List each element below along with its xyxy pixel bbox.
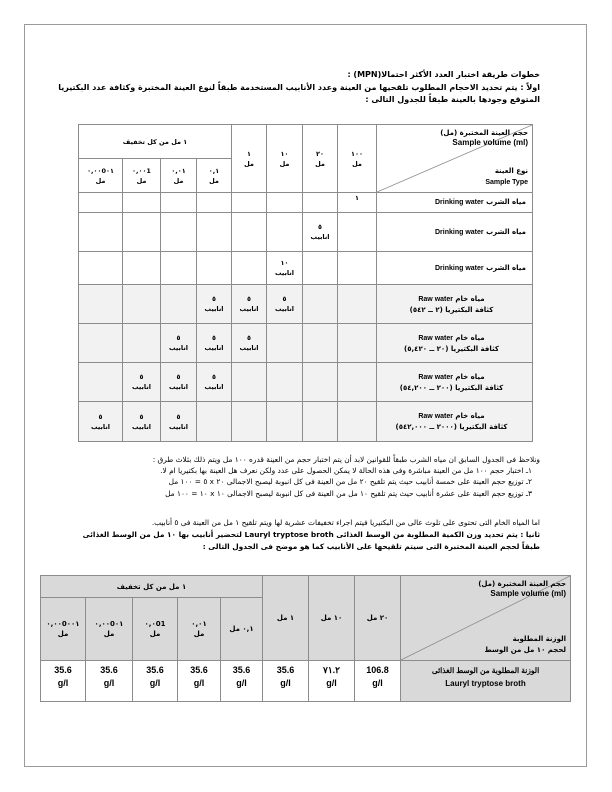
tube-cell (161, 193, 197, 213)
sample-type-cell: مياه الشرب Drinking water (377, 193, 533, 213)
tube-cell (79, 193, 123, 213)
tube-cell (267, 213, 303, 252)
tube-cell (303, 285, 338, 324)
table-row (79, 213, 533, 252)
t2-col-0-001ml: ٠,٠01 مل (133, 598, 178, 661)
tube-cell (232, 213, 267, 252)
tube-cell: ١ (338, 193, 377, 213)
sample-type-cell: مياه الشرب Drinking water (377, 213, 533, 252)
tube-cell (161, 252, 197, 285)
notes-item-1: ١ـ اختبار حجم ١٠٠ مل من العينة مباشرة وفى هذه الحالة لا يمكن الحصول على عدد ولكن نعرف هل العينة بها بكتيريا ام لا. (160, 466, 532, 475)
tube-cell (197, 193, 232, 213)
volume-label-en: Sample volume (ml) (452, 138, 528, 147)
col-header-1ml: ١ مل (232, 125, 267, 193)
tube-cell (303, 193, 338, 213)
tube-cell: ٥ انابيب (123, 363, 161, 402)
tube-cell: ٥ انابيب (79, 402, 123, 442)
tube-cell (123, 213, 161, 252)
weight-value-cell: 35.6 g/l (178, 661, 221, 702)
t2-col-1ml: ١ مل (263, 576, 309, 661)
tube-cell (161, 285, 197, 324)
tube-cell (338, 363, 377, 402)
tube-cell (303, 363, 338, 402)
tube-cell (79, 285, 123, 324)
tube-cell (338, 402, 377, 442)
weight-value-cell: 35.6 g/l (221, 661, 263, 702)
weight-label: الوزنة المطلوبة (512, 635, 566, 643)
section-title: خطوات طريقة اختبار العدد الأكثر احتمالا(MPN) : (347, 70, 540, 79)
tube-cell (232, 193, 267, 213)
tube-cell (338, 213, 377, 252)
notes-item-3: ٣ـ توزيع حجم العينة على عشرة أنابيب حيث يتم تلقيح ١٠ مل من العينة فى كل انبوبة ليصبح الاجمالى ١٠ x ١٠ = ١٠٠ مل (165, 489, 532, 498)
volume-label-en-2: Sample volume (ml) (490, 589, 566, 598)
volume-label-ar-2: حجم العينة المختبرة (مل) (478, 580, 566, 588)
type-label-ar: نوع العينة (494, 167, 528, 175)
notes-intro: ونلاحظ فى الجدول السابق ان مياه الشرب طبقاً للقوانين لابد أن يتم اختبار حجم من العينة قدره ١٠٠ مل ويتم ذلك بثلاث طرق : (152, 455, 540, 464)
tube-cell: ٥ انابيب (197, 285, 232, 324)
col-header-0-01ml: ٠,٠١ مل (161, 159, 197, 193)
step-two-line1: ثانيا : يتم تحديد وزن الكمية المطلوبة من الوسط الغذائى Lauryl tryptose broth لتحضير أنابيب بها ١٠ مل من الوسط الغذائى (82, 530, 540, 539)
tube-cell (197, 402, 232, 442)
t2-col-0-1ml: ٠,١ مل (221, 598, 263, 661)
sample-type-cell: مياه خام Raw water كثافة البكتيريا (٢٠ ــ ٥,٤٢٠) (377, 324, 533, 363)
t2-col-10ml: ١٠ مل (309, 576, 355, 661)
tube-cell (267, 324, 303, 363)
col-header-0-00001ml: ٠,٠٠0٠١ مل (79, 159, 123, 193)
type-label-en: Sample Type (485, 179, 528, 186)
medium-weight-table (40, 575, 571, 702)
tube-cell (303, 252, 338, 285)
tube-cell (79, 213, 123, 252)
tube-cell (338, 324, 377, 363)
sample-type-cell: مياه خام Raw water كثافة البكتيريا (٢ ــ ٥٤٢) (377, 285, 533, 324)
tube-cell (338, 285, 377, 324)
table-row (79, 324, 533, 363)
corner-header-2 (401, 576, 571, 661)
weight-value-cell: 35.6 g/l (41, 661, 86, 702)
weight-row (41, 661, 571, 702)
tube-cell (232, 402, 267, 442)
sample-volume-table (78, 124, 533, 442)
dilution-group-header-2: ١ مل من كل تخفيف (41, 576, 263, 598)
tube-cell: ٥ انابيب (303, 213, 338, 252)
tube-cell (232, 252, 267, 285)
tube-cell (123, 285, 161, 324)
step-one-line1: اولاً : يتم تحديد الاحجام المطلوب تلقحيها من العينة وعدد الأنابيب المستخدمة طبقاً لنوع العينة المختبرة وكثافة عدد البكتيريا (58, 83, 540, 92)
tube-cell: ١٠ انابيب (267, 252, 303, 285)
tube-cell (267, 363, 303, 402)
table-row (79, 363, 533, 402)
table-row (79, 285, 533, 324)
tube-cell (123, 193, 161, 213)
col-header-10ml: ١٠ مل (267, 125, 303, 193)
col-header-0-1ml: ٠,١ مل (197, 159, 232, 193)
volume-label-ar: حجم العينة المختبرة (مل) (440, 129, 528, 137)
table-row (79, 193, 533, 213)
tube-cell: ٥ انابيب (232, 324, 267, 363)
notes-item-2: ٢ـ توزيع حجم العينة على خمسة أنابيب حيث يتم تلقيح ٢٠ مل من العينة فى كل انبوبة ليصبح الاجمالى ٢٠ x ٥ = ١٠٠ مل (168, 477, 532, 486)
tube-cell (161, 213, 197, 252)
tube-cell: ٥ انابيب (161, 363, 197, 402)
table-row (79, 402, 533, 442)
col-header-0-001ml: ٠,٠٠1 مل (123, 159, 161, 193)
sample-type-cell: مياه خام Raw water كثافة البكتيريا (٢٠٠ ــ ٥٤,٢٠٠) (377, 363, 533, 402)
tube-cell (338, 252, 377, 285)
tube-cell (79, 252, 123, 285)
weight-value-cell: 35.6 g/l (86, 661, 133, 702)
tube-cell (123, 252, 161, 285)
tube-cell (267, 193, 303, 213)
weight-value-cell: ٧١.٢ g/l (309, 661, 355, 702)
weight-sub-label: لحجم ١٠ مل من الوسط (484, 646, 566, 654)
t2-col-0-000001ml: ٠,٠٠0٠٠١ مل (41, 598, 86, 661)
sample-type-cell: مياه الشرب Drinking water (377, 252, 533, 285)
tube-cell: ٥ انابيب (267, 285, 303, 324)
weight-value-cell: 35.6 g/l (133, 661, 178, 702)
weight-value-cell: 35.6 g/l (263, 661, 309, 702)
tube-cell: ٥ انابيب (161, 324, 197, 363)
tube-cell (79, 324, 123, 363)
step-one-line2: المتوقع وجودها بالعينة طبقاً للجدول التالى : (365, 95, 540, 104)
medium-label-cell: الوزنة المطلوبة من الوسط الغذائى Lauryl tryptose broth (401, 661, 571, 702)
dilution-group-header: ١ مل من كل تخفيف (79, 125, 232, 159)
tube-cell (303, 402, 338, 442)
tube-cell: ٥ انابيب (197, 324, 232, 363)
step-two-line2: طبقاً لحجم العينة المختبرة التى سيتم تلقيحها على الأنابيب كما هو موضح فى الجدول التالى : (202, 542, 540, 551)
t2-col-0-01ml: ٠,٠١ مل (178, 598, 221, 661)
tube-cell (303, 324, 338, 363)
raw-water-note: اما المياه الخام التى تحتوى على تلوث عالى من البكتيريا فيتم اجراء تخفيفات عشرية لها ويتم تلقيح ١ مل من العينة فى ٥ أنابيب. (151, 518, 540, 527)
tube-cell (197, 252, 232, 285)
col-header-20ml: ٢٠ مل (303, 125, 338, 193)
tube-cell (232, 363, 267, 402)
tube-cell: ٥ انابيب (161, 402, 197, 442)
tube-cell: ٥ انابيب (123, 402, 161, 442)
tube-cell (197, 213, 232, 252)
tube-cell (79, 363, 123, 402)
weight-value-cell: 106.8 g/l (355, 661, 401, 702)
col-header-100ml: ١٠٠ مل (338, 125, 377, 193)
table-row (79, 252, 533, 285)
tube-cell: ٥ انابيب (232, 285, 267, 324)
tube-cell (123, 324, 161, 363)
t2-col-0-00001ml: ٠,٠٠0٠١ مل (86, 598, 133, 661)
tube-cell (267, 402, 303, 442)
corner-header (377, 125, 533, 193)
sample-type-cell: مياه خام Raw water كثافة البكتيريا (٢٠٠٠ ــ ٥٤٢,٠٠٠) (377, 402, 533, 442)
t2-col-20ml: ٢٠ مل (355, 576, 401, 661)
tube-cell: ٥ انابيب (197, 363, 232, 402)
